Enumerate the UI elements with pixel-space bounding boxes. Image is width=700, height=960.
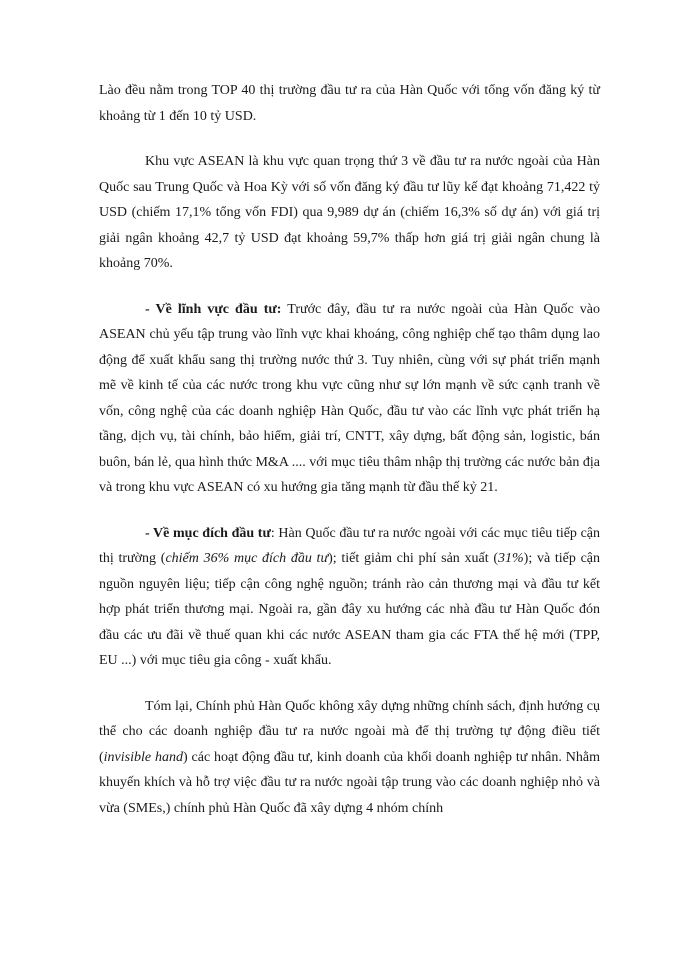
paragraph-4-italic-2: 31% xyxy=(498,551,524,566)
paragraph-4-text-c: ); và tiếp cận nguồn nguyên liệu; tiếp cận công nghệ nguồn; tránh rào cản thương mại và đầu tư kết hợp phát triển thương mại. Ngoài ra, gần đây xu hướng các nhà đầu tư Hàn Quốc đón đầu các ưu đãi về thuế quan khi các nước ASEAN tham gia các FTA thế hệ mới (TPP, EU ...) với mục tiêu gia công - xuất khẩu. xyxy=(99,551,601,668)
document-page xyxy=(99,78,600,841)
paragraph-2 xyxy=(99,149,600,277)
paragraph-4-text-b: ); tiết giảm chi phí sản xuất ( xyxy=(328,551,498,566)
paragraph-1 xyxy=(99,78,600,129)
paragraph-5-italic: invisible hand xyxy=(103,749,183,765)
paragraph-1-text: Lào đều nằm trong TOP 40 thị trường đầu tư ra của Hàn Quốc với tổng vốn đăng ký từ khoảng từ 1 đến 10 tỷ USD. xyxy=(99,83,600,124)
section-heading-investment-purpose: - Về mục đích đầu tư xyxy=(145,525,271,541)
paragraph-5-text-b: ) các hoạt động đầu tư, kinh doanh của khối doanh nghiệp tư nhân. Nhằm khuyến khích và hỗ trợ việc đầu tư ra nước ngoài tập trung vào các doanh nghiệp nhỏ và vừa (SMEs,) chính phủ Hàn Quốc đã xây dựng 4 nhóm chính xyxy=(99,749,600,816)
paragraph-5-text-a: Tóm lại, Chính phủ Hàn Quốc không xây dựng những chính sách, định hướng cụ thể cho các doanh nghiệp đầu tư ra nước ngoài mà để thị trường tự động điều tiết ( xyxy=(99,698,600,765)
paragraph-4 xyxy=(99,521,600,674)
paragraph-5 xyxy=(99,694,600,822)
paragraph-3-text: Trước đây, đầu tư ra nước ngoài của Hàn Quốc vào ASEAN chủ yếu tập trung vào lĩnh vực khai khoáng, công nghiệp chế tạo thâm dụng lao động để xuất khẩu sang thị trường nước thứ 3. Tuy nhiên, cùng với sự phát triển mạnh mẽ về kinh tế của các nước trong khu vực cũng như sự lớn mạnh về sức cạnh tranh về vốn, công nghệ của các doanh nghiệp Hàn Quốc, đầu tư vào các lĩnh vực phát triển hạ tầng, dịch vụ, tài chính, bảo hiểm, giải trí, CNTT, xây dựng, bất động sản, logistic, bán buôn, bán lẻ, qua hình thức M&A .... với mục tiêu thâm nhập thị trường các nước bản địa và trong khu vực ASEAN có xu hướng gia tăng mạnh từ đầu thế kỷ 21. xyxy=(99,301,600,495)
paragraph-2-text: Khu vực ASEAN là khu vực quan trọng thứ 3 về đầu tư ra nước ngoài của Hàn Quốc sau Trung Quốc và Hoa Kỳ với số vốn đăng ký đầu tư lũy kế đạt khoảng 71,422 tỷ USD (chiếm 17,1% tổng vốn FDI) qua 9,989 dự án (chiếm 16,3% số dự án) với giá trị giải ngân khoảng 42,7 tỷ USD đạt khoảng 59,7% thấp hơn giá trị giải ngân chung là khoảng 70%. xyxy=(99,154,600,271)
paragraph-4-text-a: : Hàn Quốc đầu tư ra nước ngoài với các mục tiêu tiếp cận thị trường ( xyxy=(99,525,600,566)
paragraph-3 xyxy=(99,297,600,501)
section-heading-investment-field: - Về lĩnh vực đầu tư: xyxy=(145,301,282,317)
paragraph-4-italic-1: chiếm 36% mục đích đầu tư xyxy=(165,551,329,566)
